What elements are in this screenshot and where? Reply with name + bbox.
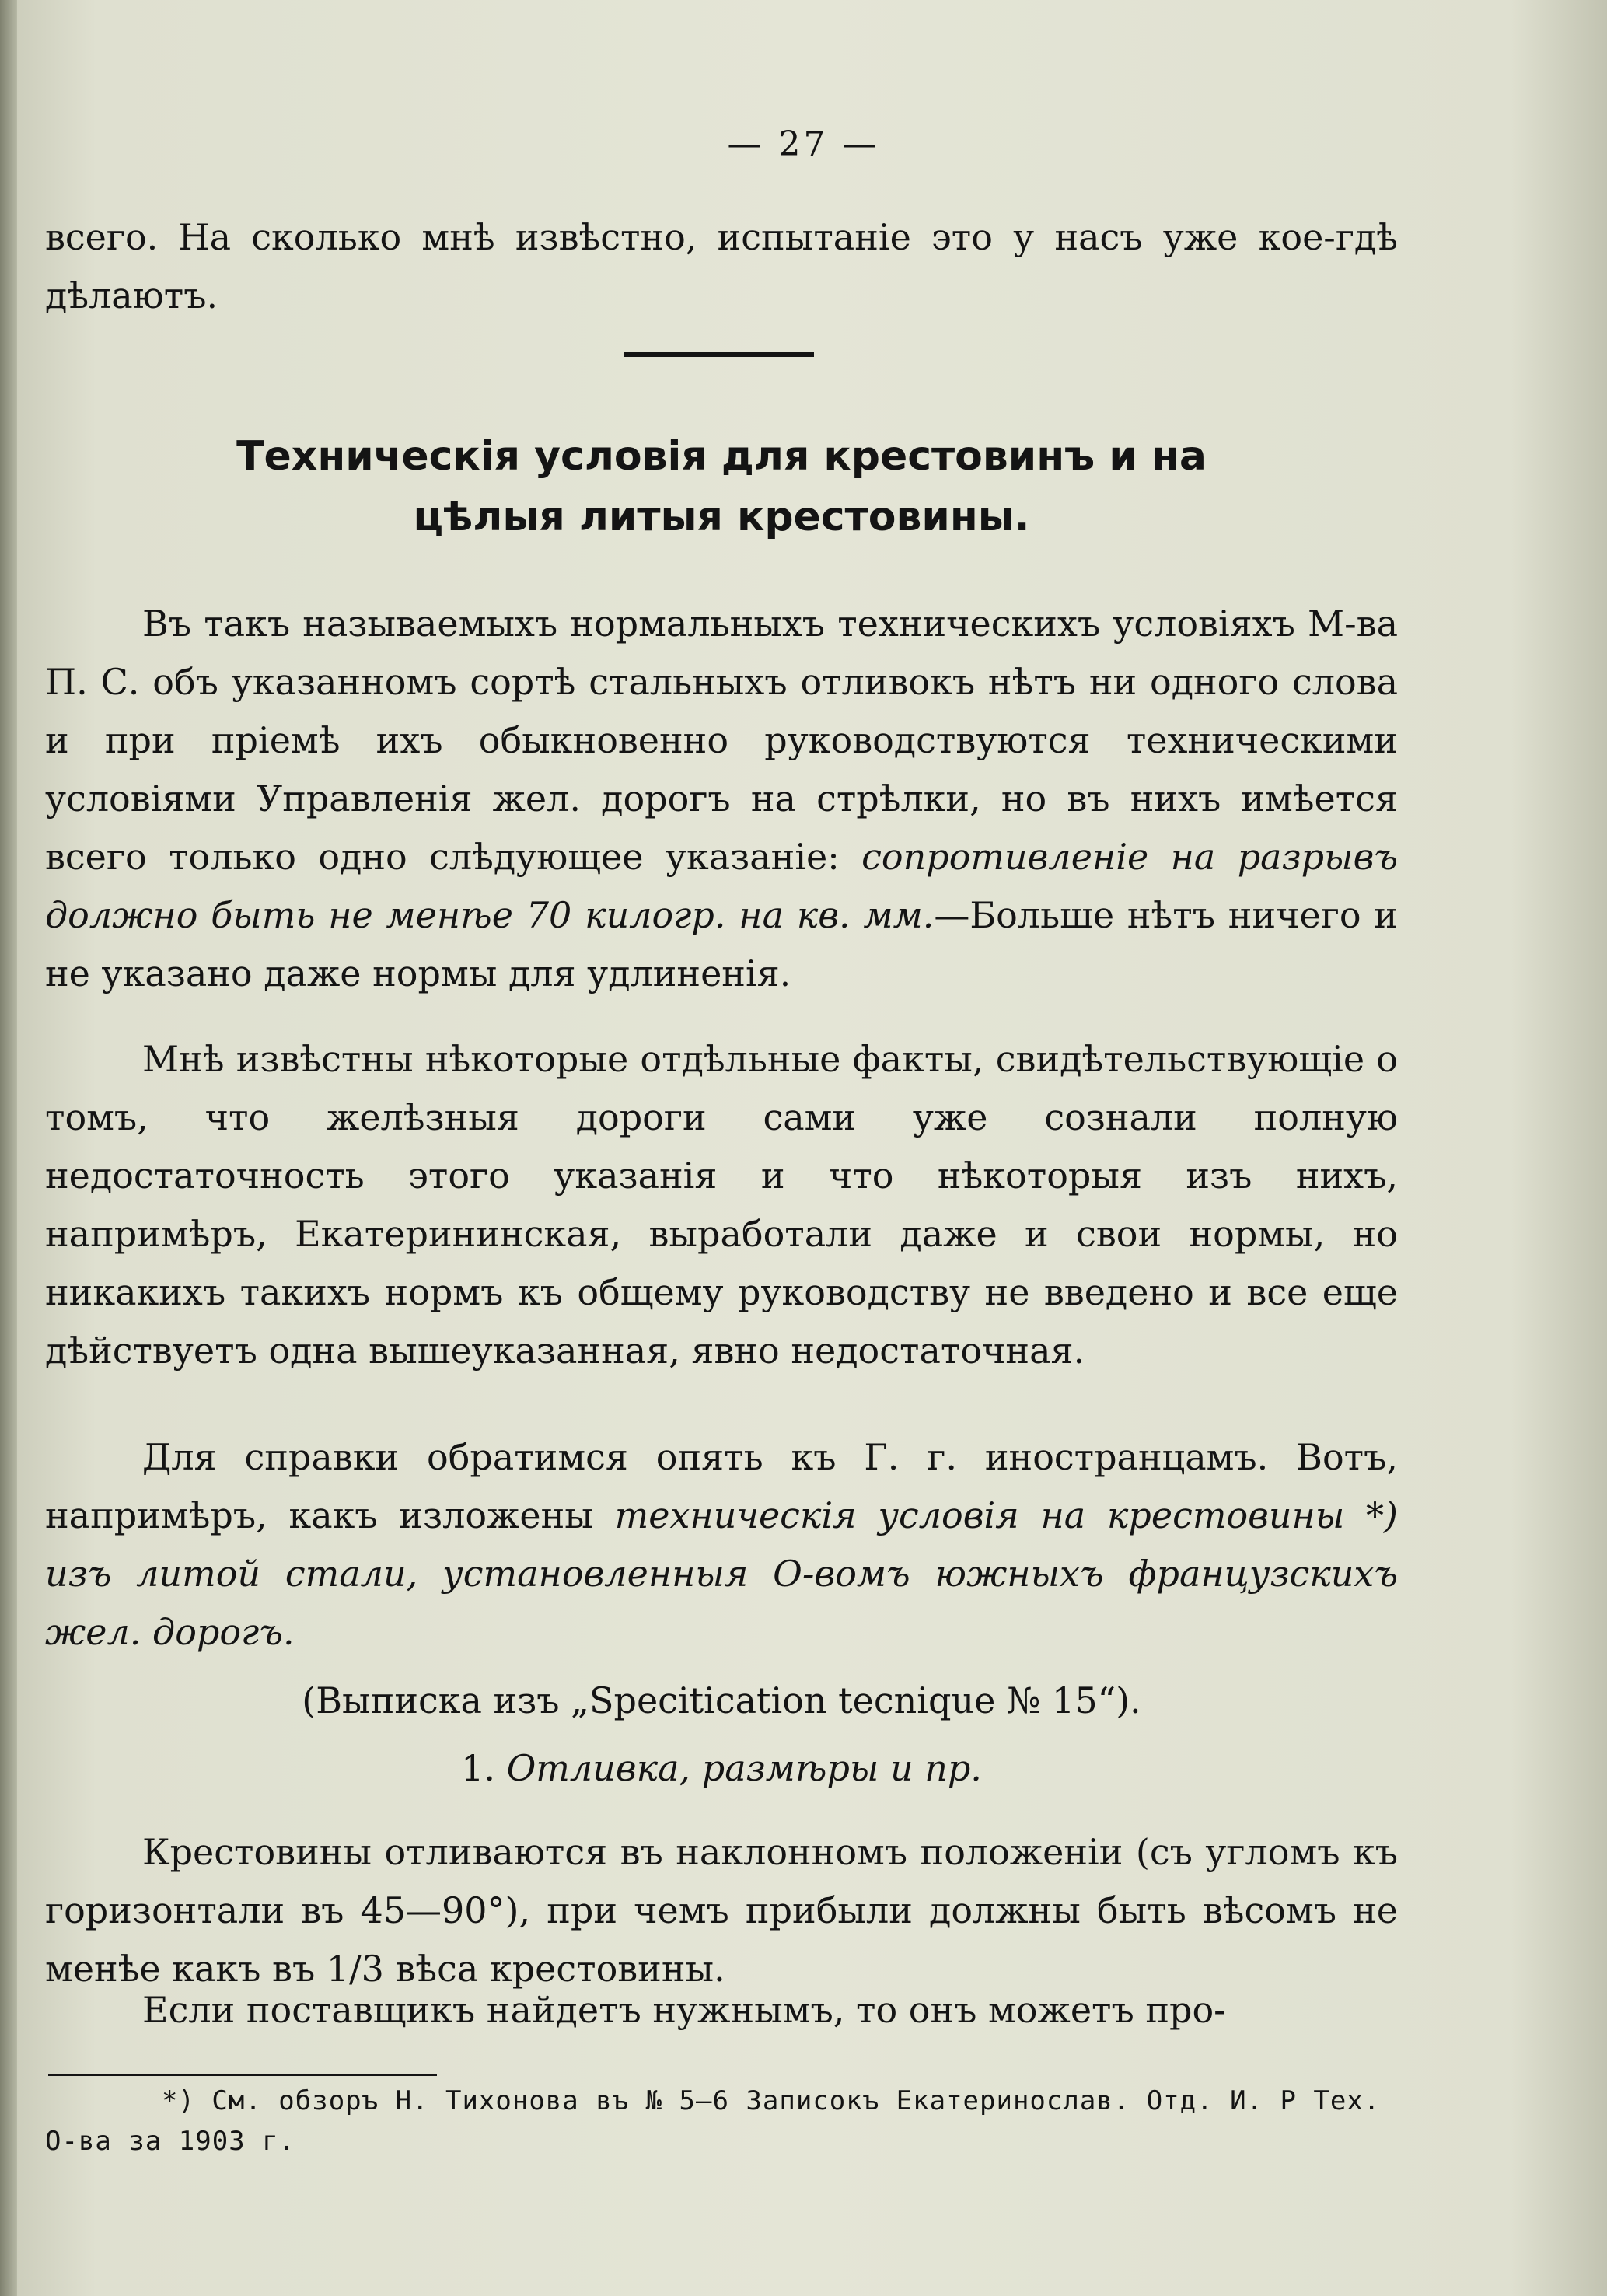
section-title: Отливка, размѣры и пр. (506, 1747, 982, 1789)
paragraph-3-text: Для справки обратимся опять къ Г. г. иностранцамъ. Вотъ, напримѣръ, какъ изложены (45, 1436, 1398, 1536)
footnote: *) См. обзоръ Н. Тихонова въ № 5—6 Записокъ Екатеринослав. Отд. И. Р Тех. О-ва за 1903 г. (45, 2085, 1381, 2157)
section-divider (624, 352, 814, 357)
heading-line-2: цѣлыя литыя крестовины. (413, 494, 1030, 540)
paragraph-1-text: Въ такъ называемыхъ нормальныхъ техническихъ условіяхъ М-ва П. С. объ указанномъ сортѣ стальныхъ отливокъ нѣтъ ни одного слова и при пріемѣ ихъ обыкновенно руководствуются техническими условіями Управленія жел. дорогъ на стрѣлки, но въ нихъ имѣется всего только одно слѣдующее указаніе: (45, 603, 1398, 878)
paragraph-2: Мнѣ извѣстны нѣкоторые отдѣльные факты, свидѣтельствующіе о томъ, что желѣзныя дороги сами уже сознали полную недостаточность этого указанія и что нѣкоторыя изъ нихъ, напримѣръ, Екатерининская, выработали даже и свои нормы, но никакихъ такихъ нормъ къ общему руководству не введено и все еще дѣйствуетъ одна вышеуказанная, явно недостаточная. (45, 1038, 1398, 1372)
paragraph-4: Крестовины отливаются въ наклонномъ положеніи (съ угломъ къ горизонтали въ 45—90°), при чемъ прибыли должны быть вѣсомъ не менѣе какъ въ 1/3 вѣса крестовины. (45, 1831, 1398, 1990)
paragraph-1-italic: сопротивленіе на разрывъ должно быть не менѣе 70 килогр. на кв. мм. (45, 836, 1399, 936)
paragraph-5: Если поставщикъ найдетъ нужнымъ, то онъ можетъ про- (142, 1989, 1226, 2031)
extract-line: (Выписка изъ „Specitication tecnique № 15“). (302, 1679, 1141, 1721)
paragraph-1 (45, 595, 1398, 1003)
section-number: 1. (461, 1747, 495, 1789)
section-heading (45, 1739, 1398, 1798)
binding-edge (0, 0, 17, 2296)
heading-line-1: Техническія условія для крестовинъ и на (236, 433, 1207, 480)
paragraph-3-italic: техническія условія на крестовины *) изъ литой стали, установленныя О-вомъ южныхъ французскихъ жел. дорогъ. (45, 1494, 1399, 1653)
paragraph-1-end: —Больше нѣтъ ничего и не указано даже нормы для удлиненія. (45, 894, 1399, 994)
paragraph-3 (45, 1428, 1398, 1662)
intro-paragraph: всего. На сколько мнѣ извѣстно, испытаніе это у насъ уже кое-гдѣ дѣлаютъ. (45, 216, 1398, 316)
page-number: — 27 — (727, 124, 880, 164)
footnote-rule (48, 2074, 437, 2076)
